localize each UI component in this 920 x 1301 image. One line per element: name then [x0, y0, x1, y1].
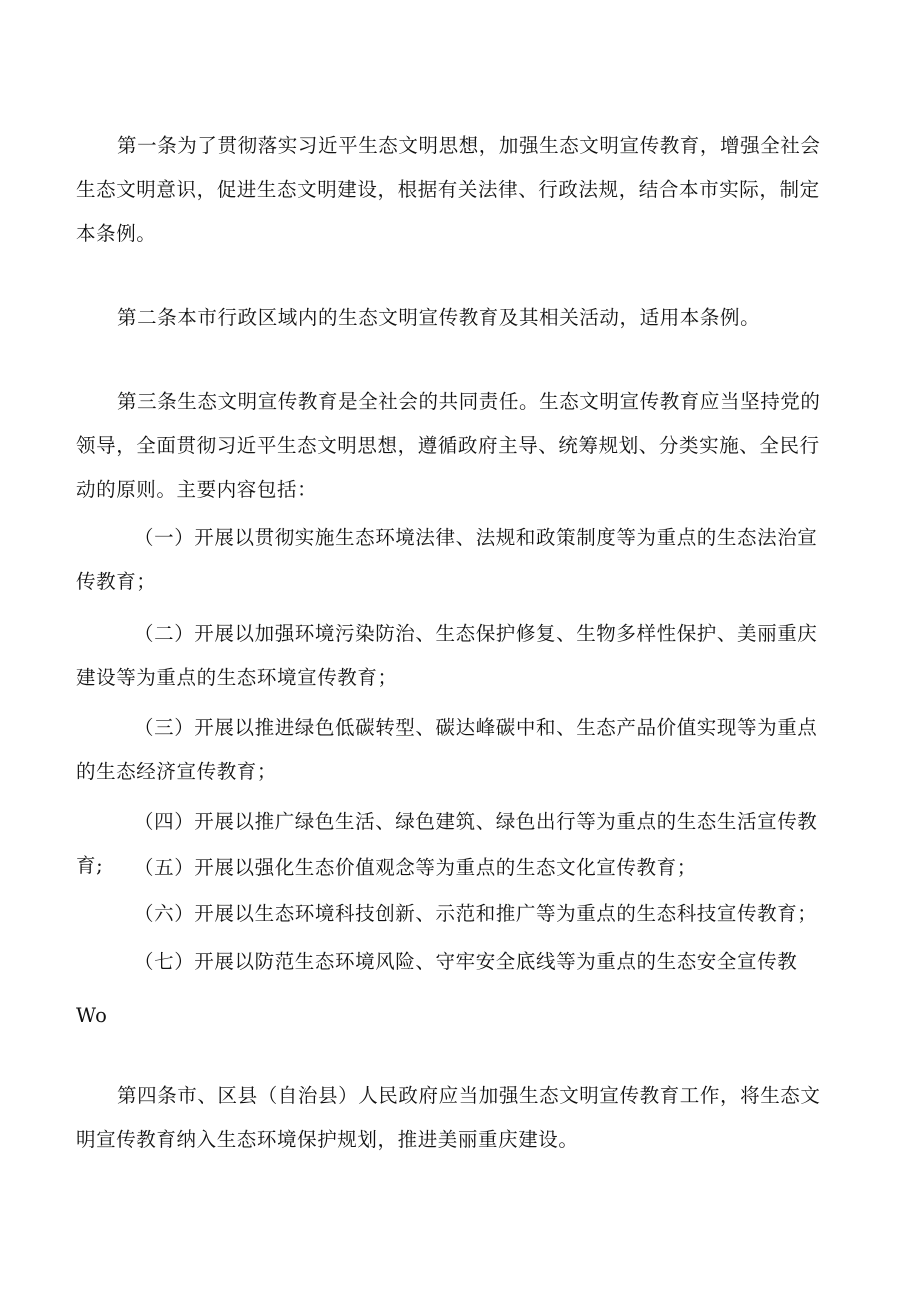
- article-3-item-1: （一）开展以贯彻实施生态环境法律、法规和政策制度等为重点的生态法治宣传教育；: [76, 526, 818, 593]
- article-3-paragraph: 第三条生态文明宣传教育是全社会的共同责任。生态文明宣传教育应当坚持党的领导，全面贯彻习近平生态文明思想，遵循政府主导、统筹规划、分类实施、全民行动的原则。主要内容包括：: [76, 390, 821, 501]
- article-3-item-2: （二）开展以加强环境污染防治、生态保护修复、生物多样性保护、美丽重庆建设等为重点的生态环境宣传教育；: [76, 622, 818, 689]
- article-3-item-6: （六）开展以生态环境科技创新、示范和推广等为重点的生态科技宣传教育；: [134, 902, 818, 925]
- item-7-continuation-text: Wo: [76, 1004, 108, 1027]
- article-3-item-3: （三）开展以推进绿色低碳转型、碳达峰碳中和、生态产品价值实现等为重点的生态经济宣传教育；: [76, 716, 818, 783]
- article-1-paragraph: 第一条为了贯彻落实习近平生态文明思想，加强生态文明宣传教育，增强全社会生态文明意识，促进生态文明建设，根据有关法律、行政法规，结合本市实际，制定本条例。: [76, 134, 821, 245]
- article-3-item-4: （四）开展以推广绿色生活、绿色建筑、绿色出行等为重点的生态生活宣传教育;: [76, 810, 818, 877]
- article-3-item-7: （七）开展以防范生态环境风险、守牢安全底线等为重点的生态安全宣传教: [134, 950, 798, 973]
- article-2-paragraph: 第二条本市行政区域内的生态文明宣传教育及其相关活动，适用本条例。: [117, 306, 761, 329]
- article-4-paragraph: 第四条市、区县（自治县）人民政府应当加强生态文明宣传教育工作，将生态文明宣传教育纳入生态环境保护规划，推进美丽重庆建设。: [76, 1084, 821, 1151]
- article-3-item-5: （五）开展以强化生态价值观念等为重点的生态文化宣传教育；: [134, 856, 697, 879]
